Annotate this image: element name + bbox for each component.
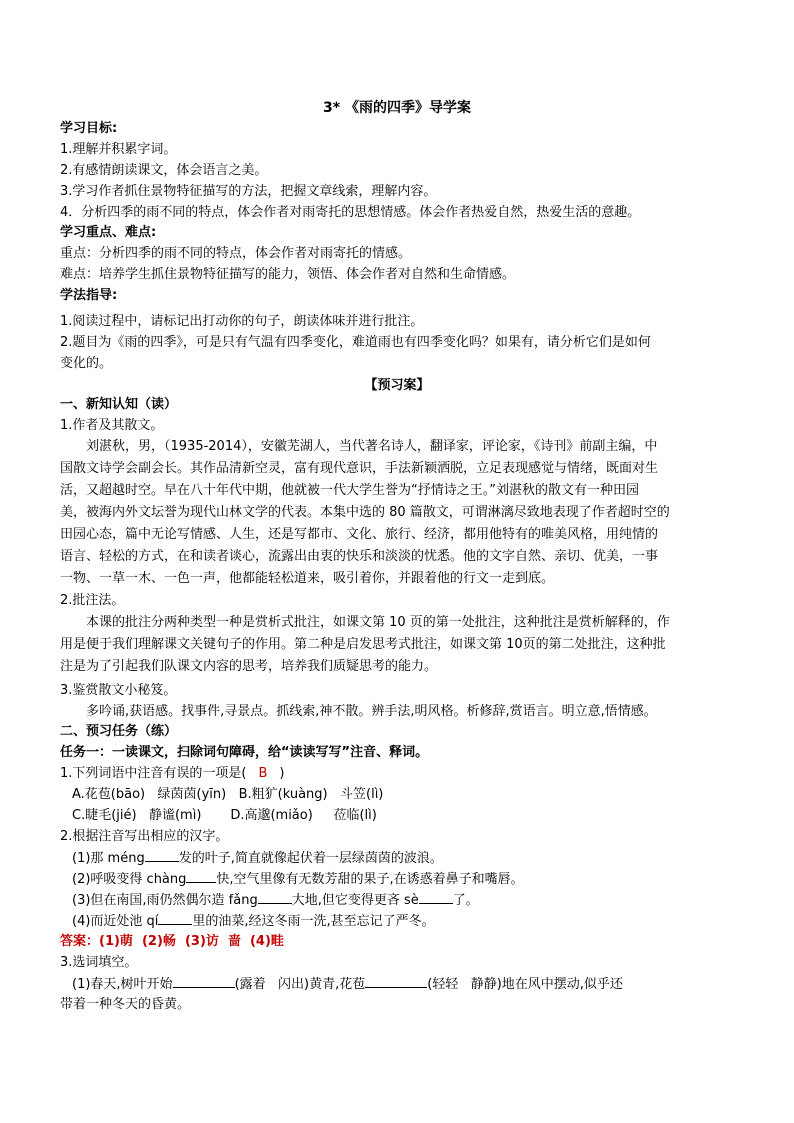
method-heading: 学法指导:: [60, 288, 118, 303]
question2-sentence: [72, 891, 479, 909]
objectives-heading: 学习目标:: [60, 121, 118, 136]
objective-item: 3.学习作者抓住景物特征描写的方法，把握文章线索，理解内容。: [60, 184, 437, 199]
annotation-title: 2.批注法。: [60, 593, 125, 608]
sentence-text: (4)而近处池 qí: [72, 914, 159, 929]
sentence-text: 发的叶子,简直就像起伏着一层绿茵茵的波浪。: [178, 851, 443, 866]
question3-sentence: [72, 975, 623, 993]
question1-stem-text: 1.下列词语中注音有误的一项是(: [60, 766, 247, 781]
author-paragraph-line: 田园心态，篇中无论写情感、人生，还是写都市、文化、旅行、经济，都用他特有的唯美风格，用纯情的: [60, 527, 659, 542]
sentence-text: 里的油菜,经这冬雨一洗,甚至忘记了严冬。: [192, 914, 435, 929]
method-item: 2.题目为《雨的四季》，可是只有气温有四季变化，难道雨也有四季变化吗？如果有，请分析它们是如何: [60, 335, 651, 350]
sentence-text: 了。: [452, 893, 479, 908]
author-paragraph-line: 一物、一草一木、一色一声，他都能轻松道来，吸引着你，并跟着他的行文一走到底。: [60, 571, 555, 586]
method-item: 1.阅读过程中，请标记出打动你的句子，朗读体味并进行批注。: [60, 314, 424, 329]
question1-stem-close: ): [279, 766, 285, 781]
fill-blank[interactable]: [158, 912, 192, 925]
sentence-text: 快,空气里像有无数芳甜的果子,在诱惑着鼻子和嘴唇。: [216, 872, 524, 887]
fill-blank[interactable]: [258, 891, 292, 904]
annotation-paragraph-line: 本课的批注分两种类型一种是赏析式批注，如课文第 10 页的第一处批注，这种批注是赏析解释的，作: [86, 615, 670, 630]
author-paragraph-line: 美，被海内外文坛誉为现代山林文学的代表。本集中选的 80 篇散文，可谓淋漓尽致地表现了作者超时空的: [60, 505, 670, 520]
preview-section-title: 【预习案】: [364, 378, 430, 393]
author-title: 1.作者及其散文。: [60, 418, 164, 433]
author-paragraph-line: 语言、轻松的方式，在和读者谈心，流露出由衷的快乐和淡淡的忧悉。他的文字自然、亲切、优美，一事: [60, 549, 659, 564]
sentence-text: (轻轻 静静)地在风中摆动,似乎还: [427, 977, 623, 992]
sentence-text: (3)但在南国,雨仍然偶尔造 fǎng: [72, 893, 258, 908]
question1-options-row: C.睫毛(jié) 静谧(mì) D.高邈(miǎo) 莅临(lì): [72, 808, 377, 823]
fill-blank[interactable]: [365, 975, 427, 988]
objective-item: 2.有感情朗读课文，体会语言之美。: [60, 163, 268, 178]
objective-item: 1.理解并积累字词。: [60, 142, 177, 157]
tips-line: 多吟诵,获语感。找事件,寻景点。抓线索,神不散。辨手法,明风格。析修辞,赏语言。明立意,悟情感。: [86, 704, 657, 719]
author-paragraph-line: 活，又超越时空。早在八十年代中期，他就被一代大学生誉为“抒情诗之王。”刘湛秋的散文有一种田园: [60, 483, 639, 498]
sentence-text: (露着 闪出)黄青,花苞: [234, 977, 366, 992]
fill-blank[interactable]: [419, 891, 453, 904]
part1-heading: 一、新知认知（读）: [60, 397, 178, 412]
objective-item: 4．分析四季的雨不同的特点，体会作者对雨寄托的思想情感。体会作者热爱自然，热爱生活的意趣。: [60, 205, 641, 220]
sentence-text: (1)那 méng: [72, 851, 145, 866]
part2-heading: 二、预习任务（练）: [60, 724, 178, 739]
question3-title: 3.选词填空。: [60, 955, 138, 970]
task1-heading: 任务一：一读课文，扫除词句障碍，给“读读写写”注音、释词。: [60, 745, 429, 760]
sentence-text: (2)呼吸变得 chàng: [72, 872, 187, 887]
page-title: 3* 《雨的四季》导学案: [323, 100, 471, 116]
question2-answer: 答案：(1)萌 (2)畅 (3)访 啬 (4)畦: [60, 934, 284, 949]
question2-sentence: [72, 870, 524, 888]
author-paragraph-line: 国散文诗学会副会长。其作品清新空灵，富有现代意识，手法新颖洒脱，立足表现感觉与情绪，既面对生: [60, 461, 659, 476]
method-item: 变化的。: [60, 356, 113, 371]
question1-stem: [60, 765, 284, 782]
fill-blank[interactable]: [173, 975, 235, 988]
sentence-text: (1)春天,树叶开始: [72, 977, 173, 992]
question2-sentence: [72, 912, 435, 930]
question1-options-row: A.花苞(bāo) 绿茵茵(yīn) B.粗犷(kuàng) 斗笠(lì): [72, 787, 384, 802]
annotation-paragraph-line: 注是为了引起我们队课文内容的思考，培养我们质疑思考的能力。: [60, 659, 438, 674]
question2-sentence: [72, 849, 443, 867]
author-paragraph-line: 刘湛秋，男，（1935-2014），安徽芜湖人，当代著名诗人，翻译家，评论家，《诗刊》前副主编，中: [86, 439, 658, 454]
focus-point: 重点：分析四季的雨不同的特点，体会作者对雨寄托的情感。: [60, 246, 412, 261]
question3-sentence-continuation: 带着一种冬天的昏黄。: [60, 997, 191, 1012]
sentence-text: 大地,但它变得更吝 sè: [291, 893, 419, 908]
tips-title: 3.鉴赏散文小秘笈。: [60, 683, 177, 698]
difficulty-point: 难点：培养学生抓住景物特征描写的能力，领悟、体会作者对自然和生命情感。: [60, 267, 516, 282]
question1-answer: B: [258, 766, 268, 781]
question2-title: 2.根据注音写出相应的汉字。: [60, 829, 229, 844]
key-points-heading: 学习重点、难点:: [60, 225, 157, 240]
annotation-paragraph-line: 用是便于我们理解课文关键句子的作用。第二种是启发思考式批注，如课文第 10页的第二处批注，这种批: [60, 637, 666, 652]
fill-blank[interactable]: [186, 870, 216, 883]
fill-blank[interactable]: [145, 849, 179, 862]
